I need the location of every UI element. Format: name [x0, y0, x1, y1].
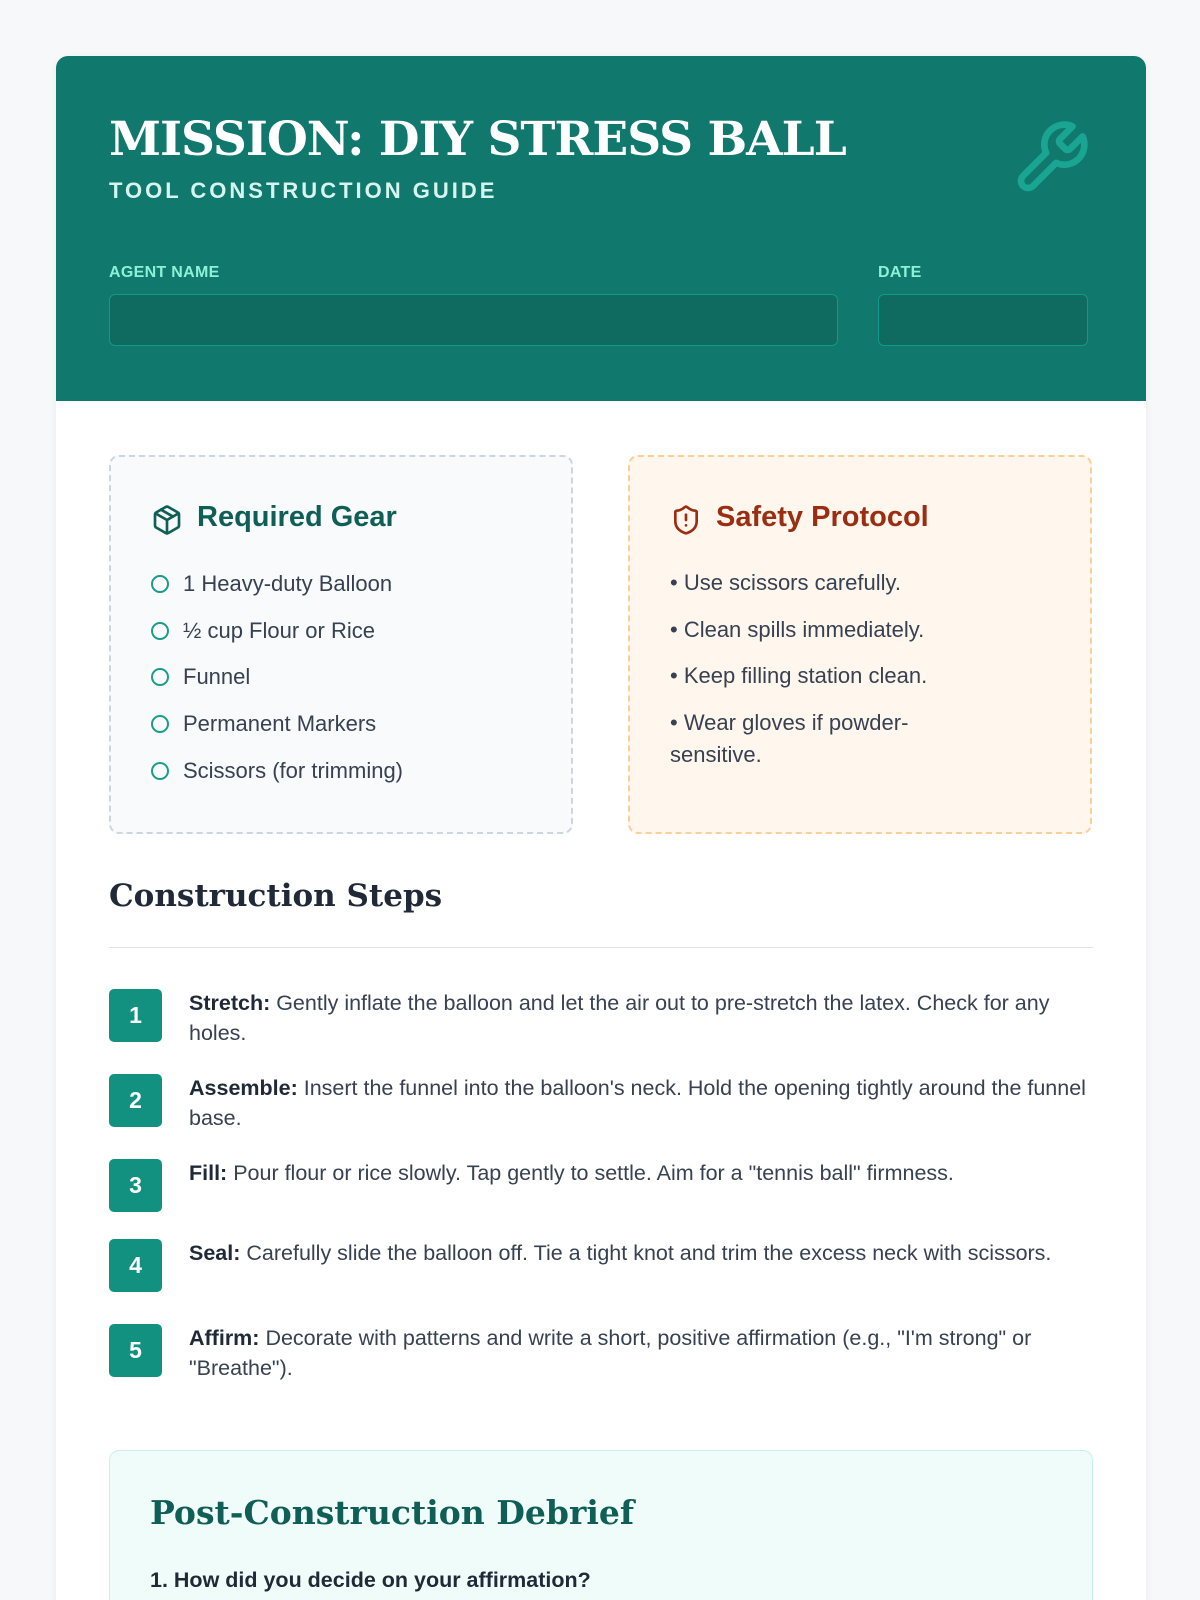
step-description: Carefully slide the balloon off. Tie a tight knot and trim the excess neck with scissors.: [240, 1241, 1052, 1265]
step-label: Affirm:: [189, 1326, 260, 1350]
required-gear-panel: [109, 455, 573, 834]
step-text: [189, 1238, 1089, 1268]
debrief-title: Post-Construction Debrief: [150, 1493, 635, 1532]
checkbox-circle-icon[interactable]: [151, 762, 169, 780]
agent-name-input[interactable]: [109, 294, 838, 346]
step-label: Seal:: [189, 1241, 241, 1265]
page-title: MISSION: DIY STRESS BALL: [109, 112, 846, 167]
safety-protocol-panel: [628, 455, 1092, 834]
date-label: DATE: [878, 264, 922, 281]
gear-item[interactable]: [151, 664, 250, 690]
step-text: [189, 1158, 1089, 1188]
gear-item[interactable]: [151, 618, 375, 644]
date-input[interactable]: [878, 294, 1088, 346]
box-icon: [151, 504, 183, 536]
step-label: Assemble:: [189, 1076, 298, 1100]
gear-item-label: Permanent Markers: [183, 711, 377, 736]
debrief-question: 1. How did you decide on your affirmation?: [150, 1568, 591, 1592]
safety-item: • Wear gloves if powder-sensitive.: [670, 710, 909, 767]
step-text: [189, 1073, 1089, 1133]
step-description: Gently inflate the balloon and let the air out to pre-stretch the latex. Check for any holes.: [189, 991, 1050, 1045]
shield-alert-icon: [670, 504, 702, 536]
step-number-badge: 4: [109, 1239, 162, 1292]
gear-item[interactable]: [151, 758, 403, 784]
step-number-badge: 5: [109, 1324, 162, 1377]
step-label: Stretch:: [189, 991, 271, 1015]
checkbox-circle-icon[interactable]: [151, 575, 169, 593]
safety-item: • Clean spills immediately.: [670, 617, 925, 642]
page-subtitle: TOOL CONSTRUCTION GUIDE: [109, 178, 498, 203]
step-number-badge: 2: [109, 1074, 162, 1127]
safety-protocol-title: Safety Protocol: [716, 501, 929, 533]
checkbox-circle-icon[interactable]: [151, 622, 169, 640]
step-text: [189, 988, 1089, 1048]
safety-item: • Use scissors carefully.: [670, 570, 902, 595]
gear-item[interactable]: [151, 571, 392, 597]
step-number-badge: 3: [109, 1159, 162, 1212]
construction-steps-title: Construction Steps: [109, 878, 443, 914]
step-number-badge: 1: [109, 989, 162, 1042]
header-banner: [56, 56, 1146, 401]
step-description: Decorate with patterns and write a short, positive affirmation (e.g., "I'm strong" or "Breathe").: [189, 1326, 1032, 1380]
gear-item-label: Funnel: [183, 664, 251, 689]
required-gear-title: Required Gear: [197, 501, 397, 533]
gear-item[interactable]: [151, 711, 376, 737]
checkbox-circle-icon[interactable]: [151, 668, 169, 686]
gear-item-label: Scissors (for trimming): [183, 758, 404, 783]
debrief-panel: [109, 1450, 1093, 1600]
checkbox-circle-icon[interactable]: [151, 715, 169, 733]
step-text: [189, 1323, 1089, 1383]
gear-item-label: 1 Heavy-duty Balloon: [183, 571, 393, 596]
gear-item-label: ½ cup Flour or Rice: [183, 618, 375, 643]
section-divider: [109, 947, 1093, 948]
step-description: Insert the funnel into the balloon's neck. Hold the opening tightly around the funnel base.: [189, 1076, 1086, 1130]
step-label: Fill:: [189, 1161, 228, 1185]
step-description: Pour flour or rice slowly. Tap gently to settle. Aim for a "tennis ball" firmness.: [227, 1161, 954, 1185]
agent-name-label: AGENT NAME: [109, 264, 220, 281]
guide-card: [56, 56, 1146, 1600]
wrench-icon: [1011, 118, 1091, 198]
safety-item: • Keep filling station clean.: [670, 663, 928, 688]
